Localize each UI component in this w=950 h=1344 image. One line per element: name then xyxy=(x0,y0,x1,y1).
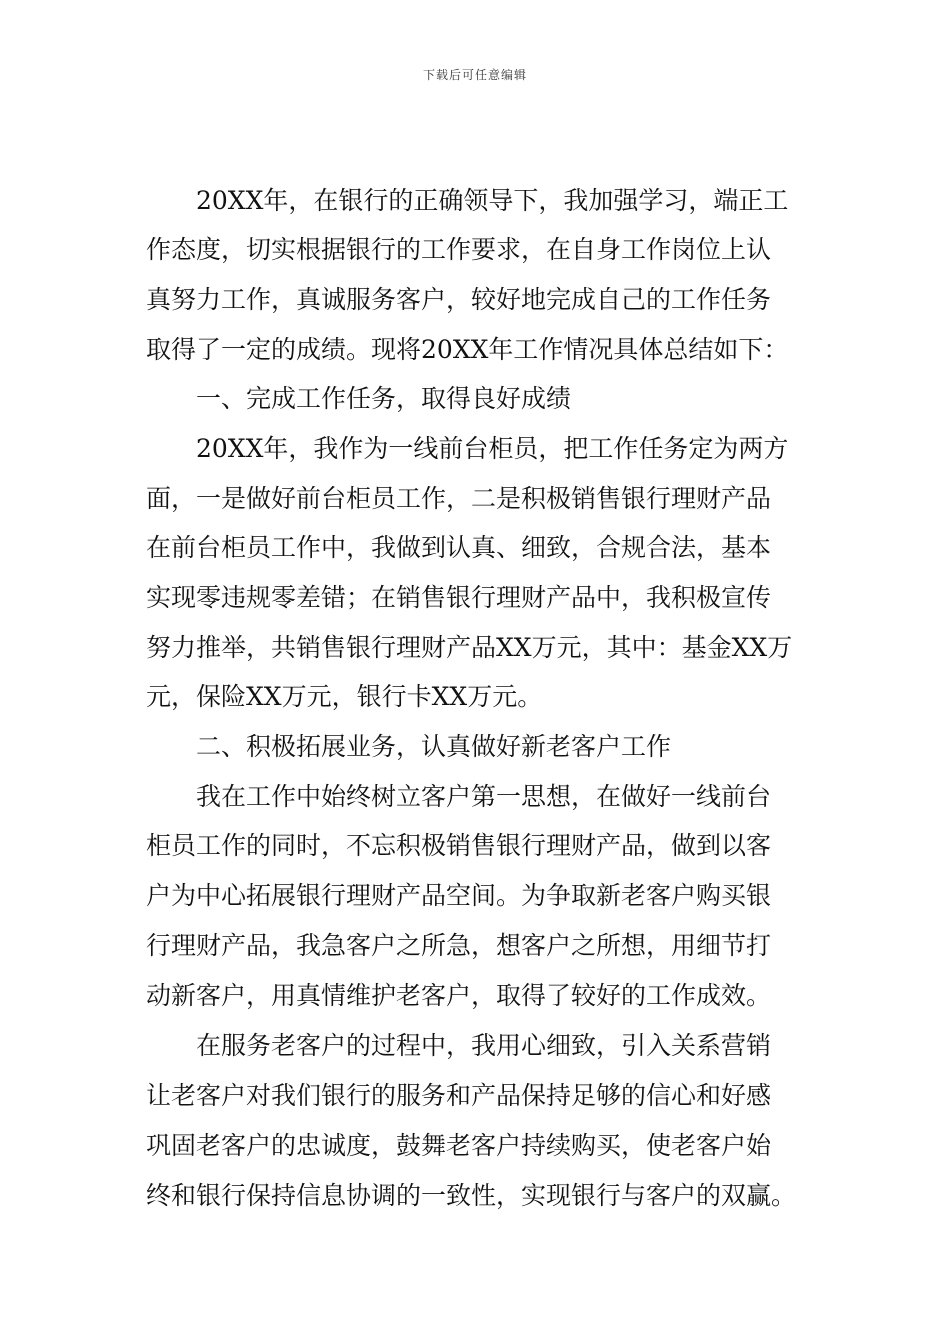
paragraph-line: 取得了一定的成绩。现将20XX年工作情况具体总结如下： xyxy=(146,335,789,364)
paragraph-line: 20XX年，在银行的正确领导下，我加强学习，端正工 xyxy=(196,186,789,215)
paragraph-line: 终和银行保持信息协调的一致性，实现银行与客户的双赢。 xyxy=(146,1181,797,1210)
page-header: 下载后可任意编辑 xyxy=(422,68,527,82)
paragraph-line: 实现零违规零差错；在销售银行理财产品中，我积极宣传 xyxy=(146,583,772,612)
paragraph-line: 我在工作中始终树立客户第一思想，在做好一线前台 xyxy=(196,782,772,811)
paragraph-line: 行理财产品，我急客户之所急，想客户之所想，用细节打 xyxy=(146,931,772,960)
paragraph-line: 元，保险XX万元，银行卡XX万元。 xyxy=(146,682,543,711)
section-heading: 二、积极拓展业务，认真做好新老客户工作 xyxy=(196,732,672,761)
paragraph-line: 20XX年，我作为一线前台柜员，把工作任务定为两方 xyxy=(196,434,789,463)
paragraph-line: 动新客户，用真情维护老客户，取得了较好的工作成效。 xyxy=(146,981,772,1010)
paragraph-line: 作态度，切实根据银行的工作要求，在自身工作岗位上认 xyxy=(146,235,772,264)
paragraph-line: 让老客户对我们银行的服务和产品保持足够的信心和好感 xyxy=(146,1081,772,1110)
paragraph-line: 面，一是做好前台柜员工作，二是积极销售银行理财产品 xyxy=(146,484,772,513)
paragraph-line: 巩固老客户的忠诚度，鼓舞老客户持续购买，使老客户始 xyxy=(146,1131,772,1160)
section-heading: 一、完成工作任务，取得良好成绩 xyxy=(196,384,572,413)
paragraph-line: 努力推举，共销售银行理财产品XX万元，其中：基金XX万 xyxy=(146,633,793,662)
paragraph-line: 在前台柜员工作中，我做到认真、细致，合规合法，基本 xyxy=(146,533,772,562)
paragraph-line: 真努力工作，真诚服务客户，较好地完成自己的工作任务 xyxy=(146,285,772,314)
paragraph-line: 柜员工作的同时，不忘积极销售银行理财产品，做到以客 xyxy=(146,831,772,860)
paragraph-line: 户为中心拓展银行理财产品空间。为争取新老客户购买银 xyxy=(146,881,772,910)
paragraph-line: 在服务老客户的过程中，我用心细致，引入关系营销 xyxy=(196,1031,772,1060)
